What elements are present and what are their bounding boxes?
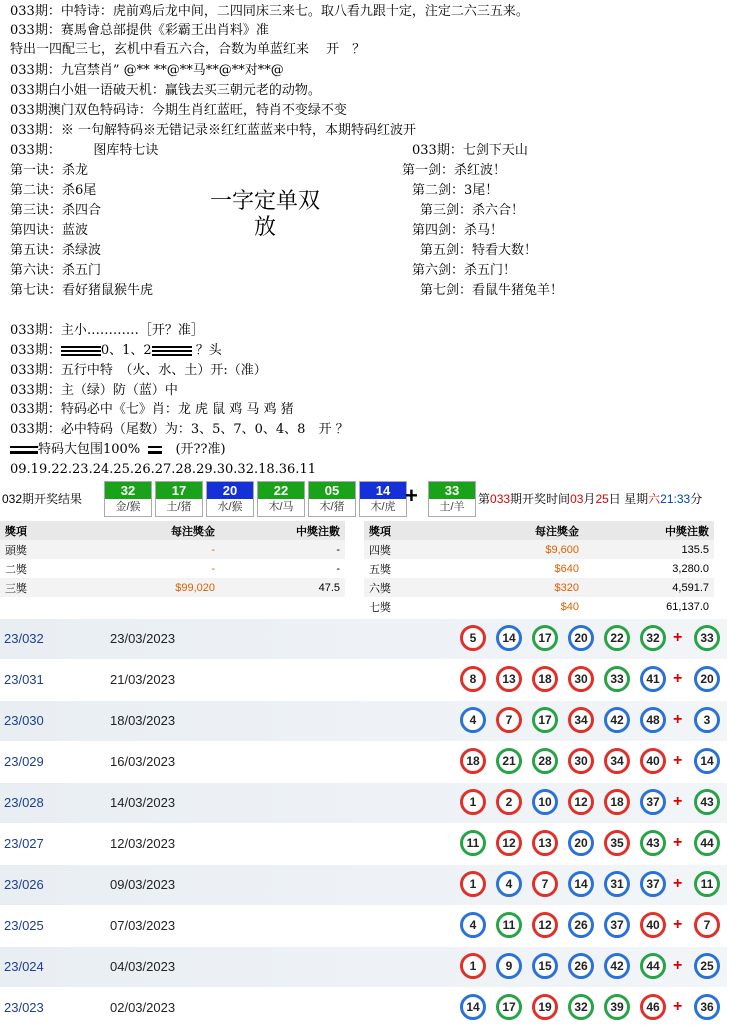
next-draw-info [478, 490, 702, 507]
next-draw-period: 033 [490, 492, 511, 506]
prediction-text: (开??准) [162, 442, 226, 457]
next-draw-text: 日 星期 [608, 492, 649, 506]
number-ball: 41 [640, 666, 666, 692]
next-draw-text: 第 [478, 492, 491, 506]
prize-amount: $99,020 [100, 578, 220, 597]
jue-item: 第一诀：杀龙 [10, 163, 89, 178]
history-period[interactable]: 23/030 [4, 713, 44, 728]
table-row [0, 865, 727, 906]
prize-name: 六獎 [364, 578, 454, 597]
prediction-line [10, 440, 226, 459]
prediction-line: 033期：必中特码（尾数）为：3、5、7、0、4、8 开 ？ [10, 422, 349, 437]
special-number-ball: 11 [694, 871, 720, 897]
col-header: 每注獎金 [100, 521, 220, 540]
col-header: 獎項 [364, 521, 454, 540]
table-row [0, 947, 727, 988]
prediction-line [10, 341, 222, 360]
bar-glyph [61, 346, 101, 356]
history-date: 07/03/2023 [110, 918, 176, 933]
jian-item: 第五剑：特看大数！ [420, 243, 538, 258]
result-ball-zodiac: 水/猴 [217, 501, 243, 513]
number-ball: 13 [532, 830, 558, 856]
result-ball-number: 14 [360, 482, 406, 499]
number-ball: 19 [532, 994, 558, 1020]
number-ball: 1 [460, 789, 486, 815]
table-row [0, 619, 727, 660]
result-ball [206, 481, 254, 517]
next-draw-month: 03 [570, 492, 584, 506]
number-ball: 1 [460, 871, 486, 897]
number-ball: 42 [604, 953, 630, 979]
prediction-digits: 0、1、2 [100, 343, 152, 358]
number-ball: 35 [604, 830, 630, 856]
number-ball: 37 [604, 912, 630, 938]
special-number-ball: 33 [694, 625, 720, 651]
history-date: 04/03/2023 [110, 959, 176, 974]
number-ball: 20 [568, 625, 594, 651]
prize-name: 二獎 [5, 563, 27, 576]
bar-glyph [152, 346, 192, 356]
history-period[interactable]: 23/025 [4, 918, 44, 933]
number-ball: 17 [532, 707, 558, 733]
table-row [0, 906, 727, 947]
jue-item: 第七诀：看好猪鼠猴牛虎 [10, 283, 154, 298]
plus-sign: + [673, 998, 683, 1015]
table-row [0, 988, 727, 1029]
special-number-ball: 14 [694, 748, 720, 774]
col-header: 中獎注數 [584, 521, 714, 540]
prize-name: 七獎 [369, 601, 391, 614]
result-ball [359, 481, 407, 517]
prediction-text: 特码大包围100% [38, 442, 141, 457]
prediction-line: 033期：五行中特 （火、水、土）开:（准） [10, 363, 267, 378]
result-ball [104, 481, 152, 517]
prize-count: 4,591.7 [584, 578, 714, 597]
history-date: 23/03/2023 [110, 631, 176, 646]
history-period[interactable]: 23/026 [4, 877, 44, 892]
history-date: 02/03/2023 [110, 1000, 176, 1015]
number-ball: 40 [640, 912, 666, 938]
number-ball: 17 [532, 625, 558, 651]
prize-count: 3,280.0 [672, 562, 709, 575]
special-number-ball: 25 [694, 953, 720, 979]
number-ball: 4 [496, 871, 522, 897]
verse-line-2: 033期：赛馬會总部提供《彩霸王出肖料》准 [10, 23, 269, 38]
number-ball: 4 [460, 707, 486, 733]
next-draw-text: 月 [583, 492, 596, 506]
special-ball [428, 481, 476, 517]
prediction-prefix: 033期： [10, 343, 61, 358]
verse-line-8: 033期： 图库特七诀 [10, 143, 159, 158]
table-row [0, 701, 727, 742]
number-ball: 14 [496, 625, 522, 651]
history-date: 21/03/2023 [110, 672, 176, 687]
jian-item: 第四剑：杀马！ [412, 223, 504, 238]
plus-sign: + [673, 793, 683, 810]
prediction-line: 033期：特码必中《七》肖：龙 虎 鼠 鸡 马 鸡 猪 [10, 402, 294, 417]
number-ball: 11 [460, 830, 486, 856]
prize-name: 三獎 [0, 578, 100, 597]
prize-amount: - [100, 540, 220, 559]
number-ball: 8 [460, 666, 486, 692]
result-ball [257, 481, 305, 517]
prize-table-right [364, 521, 714, 616]
history-date: 14/03/2023 [110, 795, 176, 810]
special-number-ball: 36 [694, 994, 720, 1020]
draw-history [0, 619, 727, 1029]
number-ball: 31 [604, 871, 630, 897]
result-ball [308, 481, 356, 517]
table-row [0, 783, 727, 824]
prize-count: 47.5 [220, 578, 345, 597]
number-ball: 37 [640, 789, 666, 815]
prize-count: 61,137.0 [666, 600, 709, 613]
history-date: 16/03/2023 [110, 754, 176, 769]
special-number-ball: 44 [694, 830, 720, 856]
number-ball: 15 [532, 953, 558, 979]
next-draw-text: 分 [690, 492, 703, 506]
plus-sign: + [673, 629, 683, 646]
number-ball: 34 [604, 748, 630, 774]
number-ball: 10 [532, 789, 558, 815]
plus-sign: + [673, 670, 683, 687]
number-ball: 5 [460, 625, 486, 651]
next-draw-time: 21:33 [660, 492, 691, 506]
draw-result-bar [0, 481, 748, 517]
result-ball-zodiac: 金/猴 [115, 501, 141, 513]
number-ball: 39 [604, 994, 630, 1020]
prize-name: 四獎 [364, 540, 454, 559]
special-number-ball: 20 [694, 666, 720, 692]
history-period[interactable]: 23/031 [4, 672, 44, 687]
plus-sign: + [673, 752, 683, 769]
prize-amount: $40 [560, 600, 579, 613]
history-date: 09/03/2023 [110, 877, 176, 892]
result-ball-zodiac: 土/猪 [166, 501, 192, 513]
result-ball-number: 22 [258, 482, 304, 499]
number-ball: 18 [604, 789, 630, 815]
table-row [0, 660, 727, 701]
number-ball: 28 [532, 748, 558, 774]
jian-item: 第三剑：杀六合！ [420, 203, 525, 218]
result-ball-number: 33 [429, 482, 475, 499]
prize-count: 135.5 [584, 540, 714, 559]
col-header: 獎項 [0, 521, 100, 540]
result-ball-number: 32 [105, 482, 151, 499]
number-ball: 7 [532, 871, 558, 897]
history-period[interactable]: 23/029 [4, 754, 44, 769]
plus-sign: + [673, 916, 683, 933]
jue-item: 第三诀：杀四合 [10, 203, 102, 218]
next-draw-text: 期开奖时间 [510, 492, 571, 506]
number-ball: 26 [568, 953, 594, 979]
number-ball: 14 [460, 994, 486, 1020]
prize-name: 五獎 [369, 563, 391, 576]
number-ball: 17 [496, 994, 522, 1020]
special-number-ball: 7 [694, 912, 720, 938]
number-ball: 46 [640, 994, 666, 1020]
jian-item: 第六剑：杀五门！ [412, 263, 517, 278]
number-ball: 21 [496, 748, 522, 774]
result-ball-number: 17 [156, 482, 202, 499]
verse-line-4: 033期：九宫禁肖” @** **@**马**@**对**@ [10, 63, 284, 78]
number-ball: 12 [532, 912, 558, 938]
big-headline: 一字定单双放 [209, 189, 320, 240]
number-ball: 37 [640, 871, 666, 897]
history-period[interactable]: 23/027 [4, 836, 44, 851]
number-ball: 20 [568, 830, 594, 856]
number-ball: 4 [460, 912, 486, 938]
result-ball-number: 20 [207, 482, 253, 499]
prize-amount: - [211, 562, 215, 575]
number-ball: 9 [496, 953, 522, 979]
number-ball: 2 [496, 789, 522, 815]
number-ball: 43 [640, 830, 666, 856]
jue-item: 第二诀：杀6尾 [10, 183, 97, 198]
result-ball-number: 05 [309, 482, 355, 499]
number-ball: 32 [568, 994, 594, 1020]
next-draw-day: 25 [595, 492, 609, 506]
number-ball: 48 [640, 707, 666, 733]
prediction-line: 033期：主小…………［开？准］ [10, 323, 204, 338]
number-ball: 7 [496, 707, 522, 733]
verse-line-5: 033期白小姐一语破天机：赢钱去买三朝元老的动物。 [10, 83, 321, 98]
col-header: 中獎注數 [220, 521, 345, 540]
prize-name: 頭獎 [0, 540, 100, 559]
result-ball-zodiac: 木/猪 [319, 501, 345, 513]
prediction-line: 033期：主（绿）防（蓝）中 [10, 383, 178, 398]
next-draw-weekday: 六 [648, 492, 661, 506]
number-ball: 13 [496, 666, 522, 692]
plus-sign: + [405, 483, 418, 508]
number-ball: 14 [568, 871, 594, 897]
verse-line-7: 033期：※ 一句解特码※无错记录※红红蓝蓝来中特，本期特码红波开 [10, 123, 416, 138]
plus-sign: + [673, 875, 683, 892]
result-ball-zodiac: 土/羊 [439, 501, 465, 513]
special-number-ball: 43 [694, 789, 720, 815]
col-header: 每注獎金 [454, 521, 584, 540]
number-list: 09.19.22.23.24.25.26.27.28.29.30.32.18.36.11 [10, 462, 316, 477]
history-period[interactable]: 23/028 [4, 795, 44, 810]
result-ball [155, 481, 203, 517]
jian-item: 第二剑：3尾！ [412, 183, 499, 198]
number-ball: 42 [604, 707, 630, 733]
number-ball: 34 [568, 707, 594, 733]
number-ball: 1 [460, 953, 486, 979]
prediction-suffix: ？头 [191, 343, 222, 358]
jue-item: 第四诀：蓝波 [10, 223, 89, 238]
result-ball-zodiac: 木/马 [268, 501, 294, 513]
plus-sign: + [673, 834, 683, 851]
number-ball: 18 [460, 748, 486, 774]
prize-amount: $320 [454, 578, 584, 597]
verse-line-1: 033期：中特诗：虎前鸡后龙中间，二四同床三来七。取八看九跟十定，注定二六三五来。 [10, 4, 529, 19]
history-period[interactable]: 23/024 [4, 959, 44, 974]
number-ball: 32 [640, 625, 666, 651]
verse-line-3: 特出一四配三七，玄机中看五六合，合数为单蓝红来 开 ？ [10, 42, 366, 57]
number-ball: 40 [640, 748, 666, 774]
number-ball: 30 [568, 748, 594, 774]
prize-count: - [336, 562, 340, 575]
special-number-ball: 3 [694, 707, 720, 733]
number-ball: 33 [604, 666, 630, 692]
prize-count: - [220, 540, 345, 559]
bar-glyph [10, 446, 38, 454]
table-row [0, 742, 727, 783]
number-ball: 26 [568, 912, 594, 938]
prize-amount: $640 [554, 562, 579, 575]
table-row [0, 824, 727, 865]
number-ball: 44 [640, 953, 666, 979]
number-ball: 11 [496, 912, 522, 938]
history-period[interactable]: 23/032 [4, 631, 44, 646]
plus-sign: + [673, 711, 683, 728]
verse-line-6: 033期澳门双色特码诗：今期生肖红蓝旺，特肖不变绿不变 [10, 103, 347, 118]
number-ball: 22 [604, 625, 630, 651]
number-ball: 30 [568, 666, 594, 692]
history-date: 18/03/2023 [110, 713, 176, 728]
jue-item: 第六诀：杀五门 [10, 263, 102, 278]
prize-table-left [0, 521, 345, 597]
result-ball-zodiac: 木/虎 [370, 501, 396, 513]
number-ball: 12 [568, 789, 594, 815]
number-ball: 12 [496, 830, 522, 856]
jian-item: 第七剑：看鼠牛猪兔羊！ [420, 283, 564, 298]
jian-item: 第一剑：杀红波！ [402, 163, 507, 178]
jian-title: 033期：七剑下天山 [412, 143, 528, 158]
history-period[interactable]: 23/023 [4, 1000, 44, 1015]
number-ball: 18 [532, 666, 558, 692]
history-date: 12/03/2023 [110, 836, 176, 851]
jue-item: 第五诀：杀绿波 [10, 243, 102, 258]
prize-amount: $9,600 [454, 540, 584, 559]
plus-sign: + [673, 957, 683, 974]
bar-glyph [148, 446, 162, 454]
draw-result-label: 032期开奖结果 [2, 492, 83, 506]
